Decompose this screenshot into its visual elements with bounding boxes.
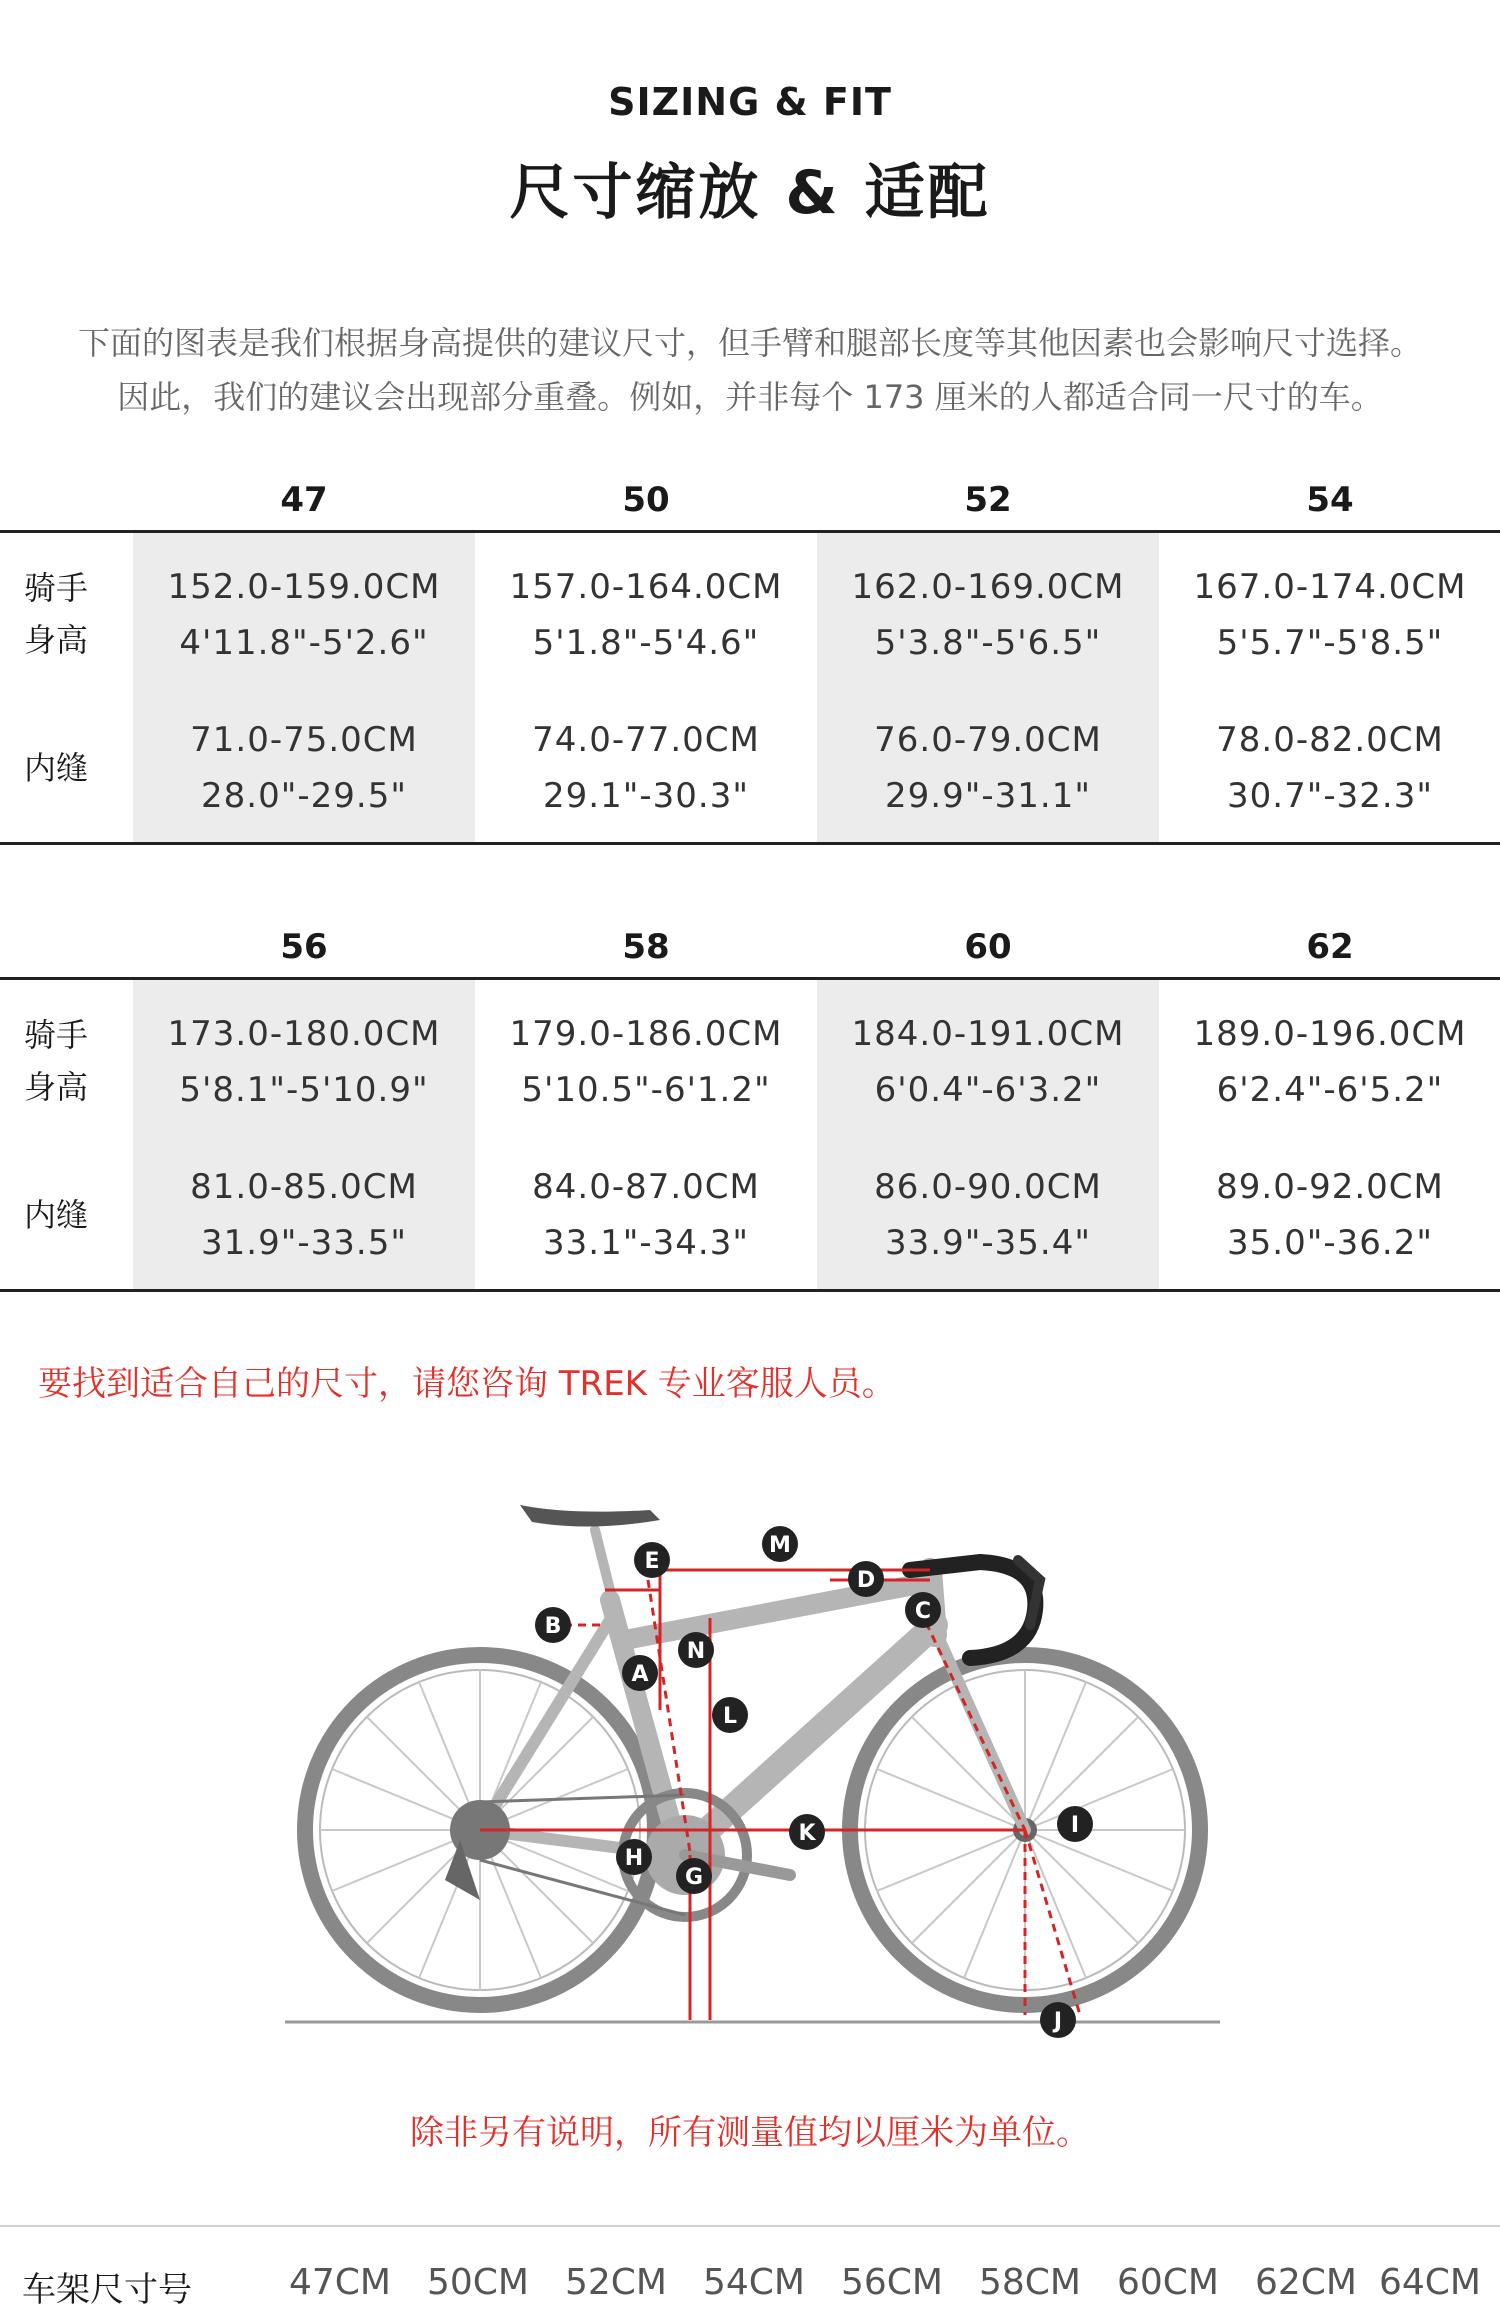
svg-text:H: H [624,1846,644,1871]
height-in-cell: 5'3.8"-5'6.5" [874,623,1102,663]
svg-text:N: N [686,1639,706,1664]
marker-n-icon [678,1632,714,1668]
row-label-height: 身高 [24,621,89,659]
height-in-cell: 6'2.4"-6'5.2" [1216,1070,1444,1110]
row-label-inseam: 内缝 [24,1196,89,1234]
svg-text:G: G [684,1865,704,1890]
height-in-cell: 5'8.1"-5'10.9" [179,1070,429,1110]
inseam-in-cell: 29.1"-30.3" [543,776,749,816]
table-bottom-rule [0,1289,1500,1292]
svg-text:D: D [856,1568,876,1593]
marker-b-icon [535,1607,571,1643]
marker-k-icon [789,1814,825,1850]
svg-text:J: J [1053,2009,1063,2034]
inseam-cm-cell: 86.0-90.0CM [874,1167,1102,1207]
table-top-rule [0,530,1500,533]
size-header: 54 [1306,480,1354,520]
height-in-cell: 4'11.8"-5'2.6" [179,623,429,663]
inseam-in-cell: 28.0"-29.5" [201,776,407,816]
inseam-in-cell: 33.1"-34.3" [543,1223,749,1263]
height-cm-cell: 173.0-180.0CM [167,1014,441,1054]
frame-size-value: 56CM [840,2262,943,2303]
row-label-inseam: 内缝 [24,749,89,787]
frame-size-value: 58CM [978,2262,1081,2303]
height-in-cell: 6'0.4"-6'3.2" [874,1070,1102,1110]
inseam-cm-cell: 74.0-77.0CM [532,720,760,760]
size-header: 47 [280,480,328,520]
height-in-cell: 5'5.7"-5'8.5" [1216,623,1444,663]
height-in-cell: 5'10.5"-6'1.2" [521,1070,771,1110]
inseam-in-cell: 30.7"-32.3" [1227,776,1433,816]
marker-h-icon [616,1839,652,1875]
size-table-2 [0,917,1500,1327]
intro-line-2: 因此，我们的建议会出现部分重叠。例如，并非每个 173 厘米的人都适合同一尺寸的车。 [117,378,1383,416]
svg-text:I: I [1070,1813,1080,1838]
advice-note: 要找到适合自己的尺寸，请您咨询 TREK 专业客服人员。 [38,1364,896,1404]
frame-size-value: 52CM [564,2262,667,2303]
size-header: 50 [622,480,670,520]
height-cm-cell: 162.0-169.0CM [851,567,1125,607]
saddle-icon [520,1505,660,1527]
marker-l-icon [712,1697,748,1733]
svg-text:E: E [644,1549,660,1574]
page-title-en: SIZING & FIT [608,80,892,124]
marker-g-icon [676,1858,712,1894]
frame-row-divider [0,2225,1500,2227]
intro-line-1: 下面的图表是我们根据身高提供的建议尺寸，但手臂和腿部长度等其他因素也会影响尺寸选择。 [77,324,1422,362]
row-label-rider: 骑手 [24,569,89,607]
marker-d-icon [848,1561,884,1597]
page-title-zh: 尺寸缩放 & 适配 [509,158,991,228]
marker-c-icon [905,1592,941,1628]
inseam-cm-cell: 81.0-85.0CM [190,1167,418,1207]
height-cm-cell: 179.0-186.0CM [509,1014,783,1054]
svg-text:K: K [798,1821,816,1846]
inseam-in-cell: 33.9"-35.4" [885,1223,1091,1263]
size-header: 62 [1306,927,1354,967]
unit-note: 除非另有说明，所有测量值均以厘米为单位。 [410,2113,1090,2153]
svg-text:L: L [722,1704,738,1729]
inseam-cm-cell: 78.0-82.0CM [1216,720,1444,760]
frame-size-value: 64CM [1378,2262,1481,2303]
height-cm-cell: 189.0-196.0CM [1193,1014,1467,1054]
svg-text:A: A [631,1662,649,1687]
size-table-1 [0,470,1500,880]
frame-size-value: 60CM [1116,2262,1219,2303]
inseam-cm-cell: 89.0-92.0CM [1216,1167,1444,1207]
size-header: 52 [964,480,1012,520]
frame-size-value: 62CM [1254,2262,1357,2303]
derailleur-icon [445,1800,510,1900]
inseam-cm-cell: 71.0-75.0CM [190,720,418,760]
height-in-cell: 5'1.8"-5'4.6" [532,623,760,663]
inseam-cm-cell: 84.0-87.0CM [532,1167,760,1207]
height-cm-cell: 152.0-159.0CM [167,567,441,607]
size-header: 56 [280,927,328,967]
marker-i-icon [1057,1806,1093,1842]
marker-j-icon [1040,2002,1076,2038]
svg-text:M: M [769,1533,791,1558]
marker-e-icon [634,1542,670,1578]
svg-text:C: C [914,1599,932,1624]
svg-text:B: B [544,1614,562,1639]
size-header: 60 [964,927,1012,967]
marker-a-icon [622,1655,658,1691]
road-bike-geometry-icon [270,1460,1230,2060]
height-cm-cell: 157.0-164.0CM [509,567,783,607]
inseam-in-cell: 35.0"-36.2" [1227,1223,1433,1263]
row-label-rider: 骑手 [24,1016,89,1054]
frame-size-value: 50CM [426,2262,529,2303]
marker-m-icon [762,1526,798,1562]
table-bottom-rule [0,842,1500,845]
inseam-cm-cell: 76.0-79.0CM [874,720,1102,760]
table-top-rule [0,977,1500,980]
row-label-height: 身高 [24,1068,89,1106]
inseam-in-cell: 31.9"-33.5" [201,1223,407,1263]
frame-size-value: 47CM [288,2262,391,2303]
size-header: 58 [622,927,670,967]
frame-size-label: 车架尺寸号 [22,2270,192,2310]
inseam-in-cell: 29.9"-31.1" [885,776,1091,816]
height-cm-cell: 184.0-191.0CM [851,1014,1125,1054]
frame-size-value: 54CM [702,2262,805,2303]
height-cm-cell: 167.0-174.0CM [1193,567,1467,607]
